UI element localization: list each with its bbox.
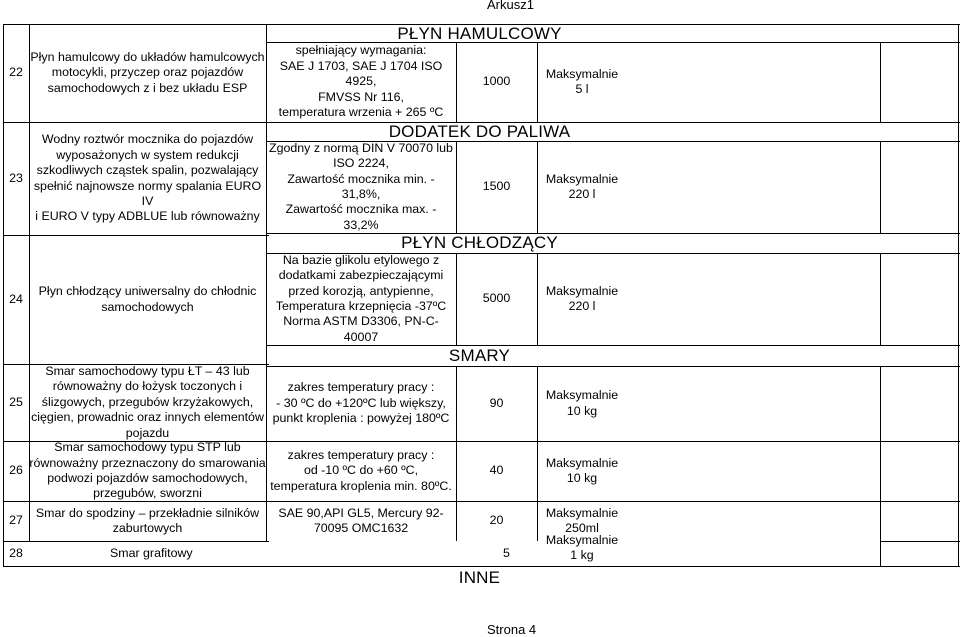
product-name: Wodny roztwór mocznika do pojazdów wyposażonych w system redukcji szkodliwych cząstek spalin, pozwalający spełnić najnowsze normy spalania EURO IV i EURO V typy ADBLUE lub równoważny [33, 132, 262, 224]
section-header-brake-fluid: PŁYN HAMULCOWY [397, 23, 562, 43]
product-spec: Zgodny z normą DIN V 70070 lub ISO 2224, Zawartość mocznika min. - 31,8%, Zawartość mocznika max. - 33,2% [269, 140, 453, 232]
product-spec: zakres temperatury pracy : - 30 ºC do +120ºC lub większy, punkt kroplenia : powyżej 180ºC [272, 380, 450, 426]
quantity: 40 [489, 463, 504, 478]
product-spec: zakres temperatury pracy : od -10 ºC do +60 ºC, temperatura kroplenia min. 80ºC. [270, 447, 452, 493]
packaging: Maksymalnie 250ml [545, 505, 619, 535]
row-number: 26 [9, 463, 23, 478]
product-name: Smar samochodowy typu ŁT – 43 lub równoważny do łożysk toczonych i ślizgowych, przegubów krzyżakowych, cięgien, prowadnic oraz innych elementów pojazdu [31, 363, 264, 440]
quantity: 90 [489, 395, 504, 410]
product-name: Płyn chłodzący uniwersalny do chłodnic samochodowych [38, 284, 257, 314]
product-name: Smar grafitowy [110, 545, 193, 560]
product-name: Smar do spodziny – przekładnie silników zaburtowych [35, 505, 260, 535]
grid-line [880, 253, 881, 345]
packaging: Maksymalnie 10 kg [545, 388, 619, 418]
section-header-other: INNE [458, 568, 501, 587]
row-number: 22 [9, 65, 23, 80]
grid-line [958, 24, 959, 566]
section-header-greases: SMARY [448, 345, 511, 365]
grid-line [880, 541, 960, 542]
packaging: Maksymalnie 220 l [545, 283, 619, 313]
row-number: 28 [9, 545, 23, 560]
section-header-coolant: PŁYN CHŁODZĄCY [401, 233, 558, 252]
product-spec: SAE 90,API GL5, Mercury 92- 70095 OMC1632 [278, 505, 444, 535]
product-name: Płyn hamulcowy do układów hamulcowych motocykli, przyczep oraz pojazdów samochodowych z i bez układu ESP [30, 49, 265, 95]
row-number: 23 [9, 170, 23, 185]
product-spec: spełniający wymagania: SAE J 1703, SAE J 1704 ISO 4925, FMVSS Nr 116, temperatura wrzenia + 265 ºC [278, 43, 444, 120]
row-number: 24 [9, 291, 23, 306]
row-number: 25 [9, 394, 23, 409]
grid-line [880, 366, 881, 566]
product-spec: Na bazie glikolu etylowego z dodatkami zabezpieczającymi przed korozją, antypienne, Temperatura krzepnięcia -37ºC Norma ASTM D3306, PN-C- 40007 [275, 252, 447, 344]
grid-line [880, 141, 881, 233]
sheet-name: Arkusz1 [487, 0, 534, 12]
page-footer: Strona 4 [487, 622, 537, 637]
row-number: 27 [9, 513, 23, 528]
product-name: Smar samochodowy typu STP lub równoważny przeznaczony do smarowania podwozi pojazdów samochodowych, przegubów, sworzni [29, 440, 266, 501]
packaging: Maksymalnie 1 kg [545, 532, 619, 562]
grid-line [880, 42, 881, 122]
grid-line [537, 42, 538, 122]
packaging: Maksymalnie 10 kg [545, 455, 619, 485]
grid-line [537, 141, 538, 233]
grid-line [537, 366, 538, 541]
section-header-fuel-additive: DODATEK DO PALIWA [388, 121, 571, 141]
quantity: 5 [503, 545, 510, 560]
quantity: 1000 [482, 74, 511, 89]
quantity: 1500 [482, 179, 511, 194]
quantity: 20 [489, 513, 504, 528]
grid-line [537, 253, 538, 345]
packaging: Maksymalnie 220 l [545, 171, 619, 201]
packaging: Maksymalnie 5 l [545, 66, 619, 96]
quantity: 5000 [482, 291, 511, 306]
